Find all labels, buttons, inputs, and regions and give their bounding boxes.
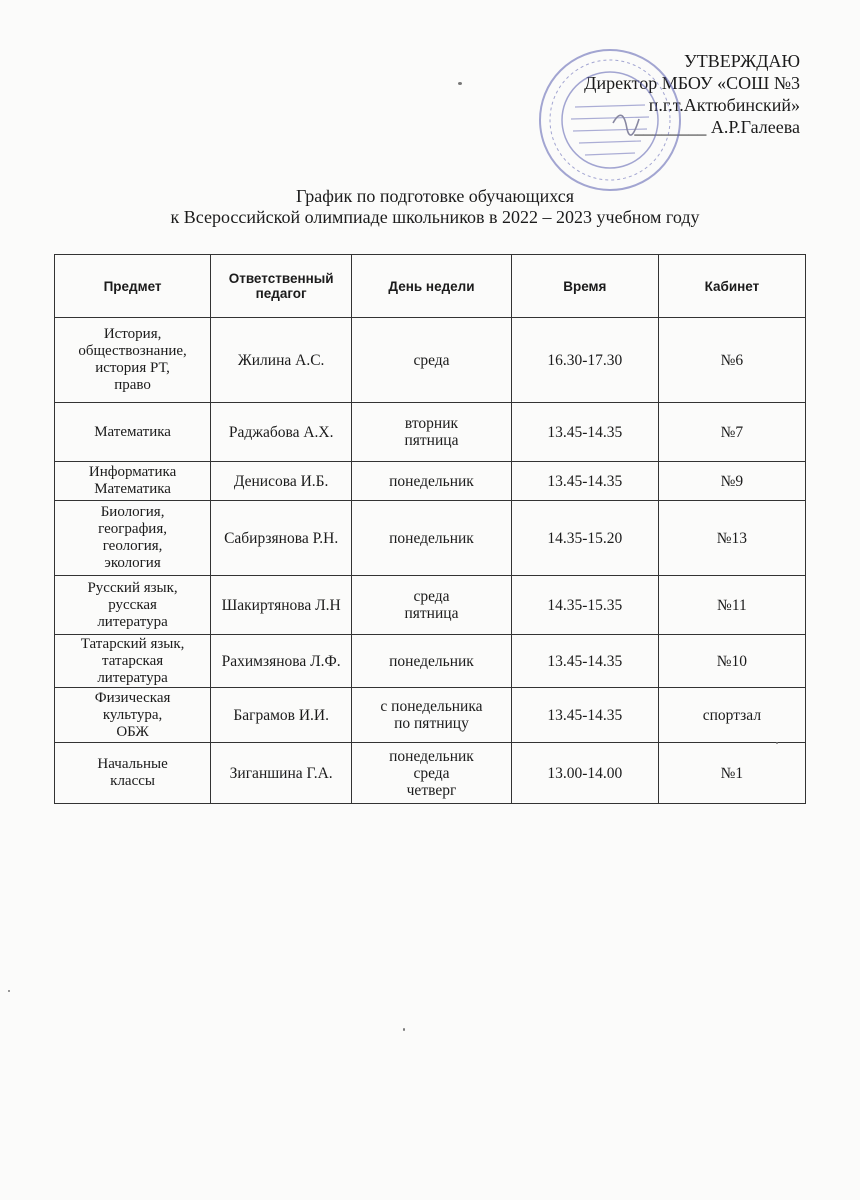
table-header-row [55,255,806,318]
cell-subject-line: география, [98,521,167,537]
cell-day-line: с понедельника [380,698,483,715]
header-time: Время [511,255,658,318]
scan-speck [776,742,778,744]
cell-room: №10 [658,635,805,688]
scan-speck [8,990,10,992]
cell-day-line: вторник [404,415,459,432]
cell-day [352,403,512,462]
table-row [55,743,806,804]
cell-subject-line: Начальные [97,756,168,772]
cell-subject-line: русская [108,596,157,613]
header-day: День недели [352,255,512,318]
cell-day-line: четверг [406,781,457,799]
cell-time: 13.45-14.35 [511,635,658,688]
cell-subject-line: литература [97,613,168,630]
cell-teacher: Жилина А.С. [211,318,352,403]
approval-settlement: п.г.т.Актюбинский» [648,95,800,115]
cell-room: №7 [658,403,805,462]
cell-day [352,743,512,804]
cell-day [352,635,512,688]
approval-signature: ________ А.Р.Галеева [634,117,800,137]
cell-time: 13.45-14.35 [511,403,658,462]
scan-speck [458,82,462,85]
cell-subject-line: право [114,377,151,393]
cell-subject-line: история РТ, [95,360,170,376]
table-row [55,635,806,688]
document-title [0,186,860,228]
cell-time: 13.45-14.35 [511,688,658,743]
cell-day-line: пятница [404,605,459,622]
scan-speck [403,1028,405,1031]
cell-subject [55,576,211,635]
cell-subject-line: татарская [101,652,164,669]
cell-subject-line: Русский язык, [87,579,178,596]
cell-subject-line: Математика [94,423,171,440]
school-stamp [535,45,685,195]
title-line-2: к Всероссийской олимпиаде школьников в 2022 – 2023 учебном году [170,207,700,227]
cell-day-line: понедельник [389,747,474,765]
cell-subject-line: Математика [94,481,171,497]
table-row [55,501,806,576]
cell-subject-line: обществознание, [78,343,187,359]
cell-day-line: понедельник [389,652,474,670]
schedule-table [54,254,806,804]
cell-day-line: среда [413,764,450,782]
cell-subject-line: экология [104,555,161,571]
header-subject: Предмет [55,255,211,318]
cell-subject [55,743,211,804]
cell-subject-line: литература [97,669,168,686]
cell-subject [55,635,211,688]
cell-day-line: по пятницу [394,715,469,732]
cell-subject-line: Физическая [94,689,171,706]
cell-room: №13 [658,501,805,576]
cell-day-line: понедельник [389,529,474,547]
cell-teacher: Сабирзянова Р.Н. [211,501,352,576]
approval-director: Директор МБОУ «СОШ №3 [584,73,800,93]
cell-teacher: Раджабова А.Х. [211,403,352,462]
cell-room: №11 [658,576,805,635]
cell-teacher: Баграмов И.И. [211,688,352,743]
cell-teacher: Шакиртянова Л.Н [211,576,352,635]
cell-day [352,501,512,576]
table-row [55,688,806,743]
cell-room: №6 [658,318,805,403]
cell-time: 14.35-15.20 [511,501,658,576]
cell-room: №1 [658,743,805,804]
cell-subject-line: геология, [102,538,163,554]
table-row [55,576,806,635]
cell-subject-line: Татарский язык, [80,635,185,652]
cell-day [352,462,512,501]
cell-day-line: понедельник [389,472,474,490]
cell-subject-line: Информатика [88,464,177,480]
cell-subject-line: культура, [102,706,163,723]
cell-subject-line: классы [110,773,155,789]
table-row [55,462,806,501]
cell-time: 13.45-14.35 [511,462,658,501]
cell-teacher: Денисова И.Б. [211,462,352,501]
cell-subject [55,318,211,403]
table-row [55,318,806,403]
header-room: Кабинет [658,255,805,318]
cell-subject [55,688,211,743]
cell-day-line: пятница [404,432,459,449]
cell-subject-line: Биология, [100,504,165,520]
cell-time: 13.00-14.00 [511,743,658,804]
cell-day [352,688,512,743]
cell-subject [55,501,211,576]
cell-time: 14.35-15.35 [511,576,658,635]
header-teacher: Ответственный педагог [211,255,352,318]
table-body [55,318,806,804]
cell-day [352,576,512,635]
table-row [55,403,806,462]
cell-day-line: среда [413,351,450,369]
approval-title: УТВЕРЖДАЮ [683,51,800,71]
cell-subject [55,462,211,501]
cell-subject [55,403,211,462]
cell-teacher: Рахимзянова Л.Ф. [211,635,352,688]
title-line-1: График по подготовке обучающихся [295,186,575,206]
cell-room: №9 [658,462,805,501]
cell-subject-line: ОБЖ [116,723,149,740]
cell-day [352,318,512,403]
cell-room: спортзал [658,688,805,743]
cell-day-line: среда [413,588,450,605]
cell-teacher: Зиганшина Г.А. [211,743,352,804]
cell-time: 16.30-17.30 [511,318,658,403]
cell-subject-line: История, [103,326,162,342]
